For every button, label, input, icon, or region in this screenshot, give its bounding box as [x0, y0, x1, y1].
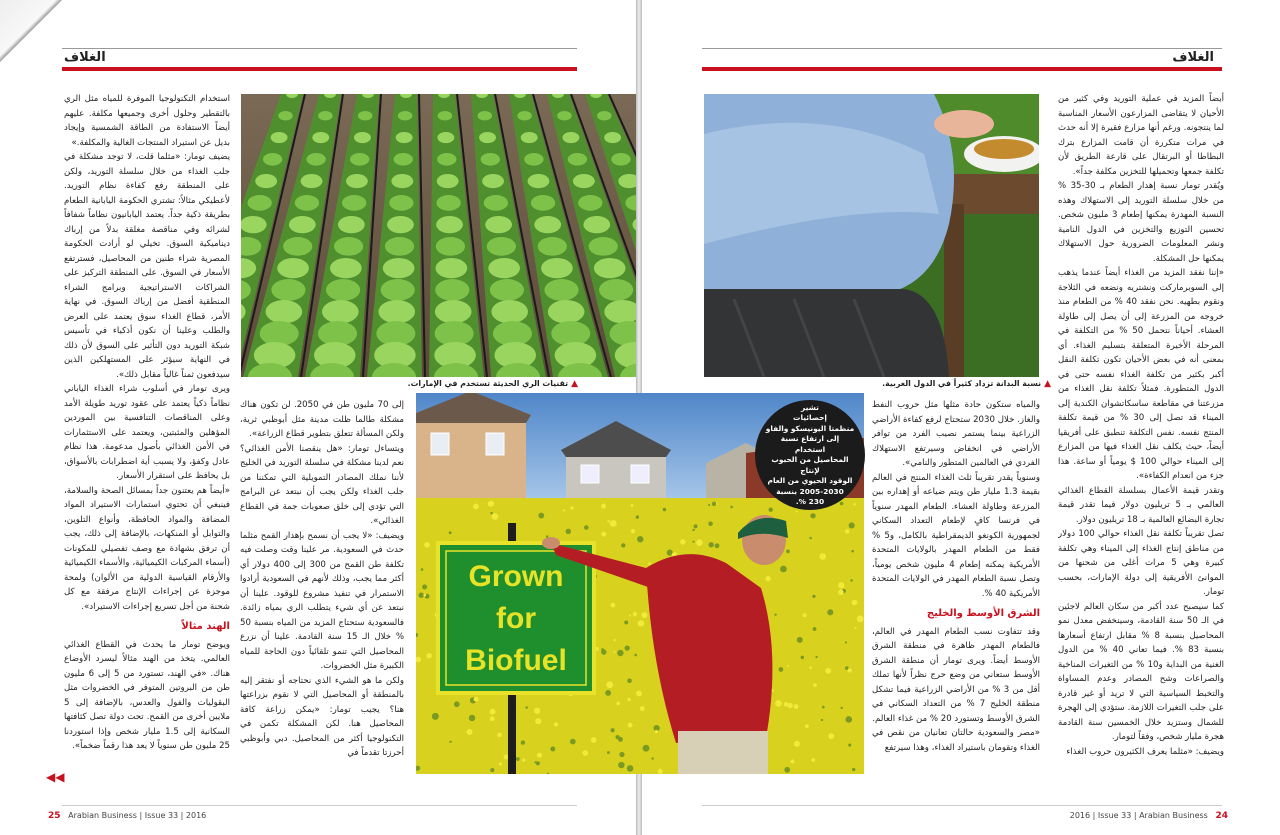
header-red-bar	[702, 67, 1222, 71]
header-rule	[62, 48, 577, 49]
paragraph: والمياه ستكون حادة مثلها مثل حروب النفط والغاز. خلال 2030 ستحتاج لرفع كفاءة الأراضي الزراعية بينما يستمر نصيب الفرد من توافر الأراضي في انخفاض وسيرتفع الاستهلاك الفردي في العالمين المتطور والنامي».	[872, 400, 1040, 468]
badge-line: 230 %.	[795, 497, 825, 506]
paragraph: وتقدر قيمة الأعمال بسلسلة القطاع الغذائي العالمي بـ 5 تريليون دولار فيما تقدر قيمة تجارة البضائع العالمية بـ 18 تريليون دولار.	[1058, 485, 1224, 525]
paragraph: إلى 70 مليون طن في 2050. لن تكون هناك مشكلة طالما ظلت مدينة مثل أبوظبي ثرية، ولكن المسألة تتعلق بتطوير قطاع الزراعة».	[240, 400, 404, 439]
badge-line: إلى ارتفاع نسبة استخدام	[780, 434, 840, 454]
page-curl[interactable]	[0, 0, 62, 62]
paragraph: ويوضح تومار ما يحدث في القطاع الغذائي العالمي. يتخذ من الهند مثالاً ليسرد الأوضاع هناك. «في الهند، تستورد من 5 إلى 6 مليون طن من البروتين المتوفر في الخضروات مثل البقوليات والفول والعدس، بالإضافة إلى 5 ملايين أخرى من القمح. تحت دولة تصل كثافتها السكانية إلى 1.5 مليار شخص وإذا استوردنا 25 مليون طن سنوياً لا يعد هذا رقماً ضخماً».	[64, 639, 230, 751]
caption-irrigation	[408, 379, 578, 389]
publication-info: Arabian Business | Issue 33 | 2016	[68, 811, 207, 820]
article-column-right-1	[1058, 92, 1224, 792]
paragraph: «مصر والسعودية حالتان تعانيان من نقص في الغذاء وتقومان باستيراد الغذاء، وهذا سيرتفع	[872, 728, 1040, 753]
paragraph: كما سيصبح عدد أكبر من سكان العالم لاجئين في الـ 50 سنة القادمة، وسينخفض معدل نمو المحاصيل بنسبة 8 % مقابل ارتفاع أسعارها بنسبة 83 %. فيما تعاني 40 % من الدول الغنية من البداية و10 % من التغيرات المناخية والصراعات وشح المصادر وعدم المساواة والتخبط السياسية التي لا تريد أو غير قادرة على جلب التغيرات اللازمة. ستؤدي إلى الهجرة للشمال وستزيد خلال الخمسين سنة القادمة هجرة مليار شخص، وفقاً لتومار.	[1058, 601, 1224, 742]
header-red-bar	[62, 67, 577, 71]
page-number: 24	[1215, 811, 1228, 821]
paragraph: «أيضاً هم يعتنون جداً بمسائل الصحة والسلامة، فينبغي أن تحتوي استمارات الاستيراد المواد المضافة والمواد الحافظة، وأنواع التلوين، والتوابل أو المنكهات، بالإضافة إلى ذلك، يجب أن ترفق بشهادة مع وصف تفصيلي للمكونات (أسماء المركبات الكيميائية، والأسماء الكيميائية والأرقام القياسية الدولية من الألوان) ولمحة موجزة عن إجراءات الإنتاج مرفقة مع كل شحنة من أجل تسريع إجراءات الاستيراد».	[64, 485, 230, 612]
paragraph: ويُقدر تومار نسبة إهدار الطعام بـ 30-35 % من خلال سلسلة التوريد إلى الاستهلاك وهذه النسبة المهدرة يمكنها إطعام 3 مليون شخص. تحسين التوزيع والتخزين في الدول النامية ونشر المعلومات الضرورية حول الاستهلاك يمكنها حل المشكلة.	[1058, 181, 1224, 264]
badge-title: تشير	[801, 402, 819, 412]
subheading: الشرق الأوسط والخليج	[926, 608, 1040, 619]
article-column-left-2	[240, 398, 404, 798]
section-label-left: الغلاف	[64, 50, 106, 65]
caption-text: تقنيات الري الحديثة تستخدم في الإمارات.	[407, 379, 569, 388]
article-column-left-1	[64, 92, 230, 792]
paragraph: ولكن ما هو الشيء الذي نحتاجه أو نفتقر إليه بالمنطقة أو المحاصيل التي لا نقوم بزراعتها هنا؟ يجيب تومار: «يمكن زراعة كافة المحاصيل هنا. لكن المشكلة تكمن في التكنولوجيا أكثر من المحاصيل. دبي وأبوظبي أحرزتا تقدماً في	[240, 675, 404, 758]
paragraph: أيضاً المزيد في عملية التوريد وفي كثير من الأحيان لا يتقاضى المزارعون الأسعار المناسبة لما ينتجونه. ورغم أنها مزارع فقيرة إلا أنه حدث في مرات متكررة أن قامت المزارع بترك البطاطا أو البرتقال على قارعة الطريق لأن تكلفة جمعها وتحميلها للتخزين مكلفة جداً».	[1058, 94, 1224, 177]
caption-text: نسبة البدانة تزداد كثيراً في الدول الغربية.	[882, 379, 1042, 388]
paragraph: استخدام التكنولوجيا الموفرة للمياه مثل الري بالتقطير وحلول أخرى وجميعها مكلفة. عليهم أيضاً الاستفادة من الطاقة الشمسية وإيجاد بديل عن استيراد المنتجات الغالية والمكلفة.»	[64, 94, 230, 148]
header-rule	[702, 48, 1222, 49]
sign-line-1: Grown	[468, 560, 564, 593]
obesity-illustration	[704, 94, 1039, 377]
section-label-right: الغلاف	[1172, 50, 1214, 65]
paragraph: ويتساءل تومار: «هل ينقصنا الأمن الغذائي؟ نعم لدينا مشكلة في سلسلة التوريد في الخليج لأننا نملك المصادر التمويلية التي تمكننا من جلب الغذاء ولكن يجب أن نبتعد عن البرامج التي تؤدي إلى خلق صعوبات جمة في القطاع الغذائي».	[240, 443, 404, 526]
badge-line: منظمتا اليونيسكو والفاو	[765, 423, 855, 433]
subheading: الهند مثالاً	[181, 621, 230, 632]
paragraph: وقد تتفاوت نسب الطعام المهدر في العالم، فالطعام المهدر ظاهرة في منطقة الشرق الأوسط أيضاً. ويرى تومار أن منطقة الشرق الأوسط ستعاني من وضع حرج نظراً لأنها تملك أقل من 3 % من الأراضي الزراعية فيما تشكل منطقة الخليج 7 % من التعداد السكاني في الشرق الأوسط وتستورد 20 % من غذاء العالم.	[872, 626, 1040, 724]
paragraph: ويضيف: «لا يجب أن نسمح بإهدار القمح مثلما حدث في السعودية. مر علينا وقت وصلت فيه تكلفة طن القمح من 300 إلى 400 دولار أي أكثر مما يجب، وذلك لأنهم في السعودية أرادوا الاستمرار في تنفيذ مشروع للوقود. علينا أن نبتعد عن أي شيء يتطلب الري بمياه زائدة. فالسعودية ستحتاج المزيد من المياه بنسبة 50 % خلال الـ 15 سنة القادمة. علينا أن نزرع المحاصيل التي تنمو تلقائياً دون الحاجة للمياه الكبيرة مثل الخضروات.	[240, 530, 404, 671]
previous-page-arrow-icon[interactable]: ◀◀	[46, 770, 65, 784]
paragraph: ويرى تومار في أسلوب شراء الغذاء الياباني نظاماً ذكياً يعتمد على عقود توريد طويلة الأمد وعلى المناقصات التنافسية بين الموردين المؤهلين والمثبتين، ويعتمد على الاستثمارات في الأمن الغذائي بأصول مدعومة. هذا نظام عادل وكفؤ، ولا يسبب أية اضطرابات بالأسواق، بل يحافظ على استقرار الأسعار.	[64, 384, 230, 481]
footer-rule	[62, 805, 577, 806]
publication-info: 2016 | Issue 33 | Arabian Business	[1069, 811, 1208, 820]
paragraph: ويضيف: «مثلما يعرف الكثيرون حروب الغذاء	[1066, 746, 1224, 757]
page-number: 25	[48, 811, 61, 821]
footer-left	[48, 811, 206, 821]
badge-line: إحصائيات	[793, 413, 827, 422]
sign-line-2: for	[496, 602, 536, 635]
caption-marker-icon: ▲	[571, 379, 578, 389]
badge-line: 2005-2030 بنسبة	[776, 486, 844, 496]
article-column-right-2	[872, 398, 1040, 798]
caption-obesity	[882, 379, 1051, 389]
footer-right	[1070, 811, 1228, 821]
footer-rule	[702, 805, 1222, 806]
irrigation-illustration	[241, 94, 636, 377]
paragraph: «إننا نفقد المزيد من الغذاء أيضاً عندما يذهب إلى السوبرماركت ونشتريه ونضعه في الثلاجة ونقوم بطهيه. نحن نفقد 40 % من الطعام منذ خروجه من المزرعة إلى أن يصل إلى طاولة العشاء. أحياناً نتحمل 50 % من التكلفة في المرحلة الأخيرة المتعلقة بتسليم الغذاء. أي بمعنى أنه في بعض الأحيان تكون تكلفة النقل أكبر بكثير من تكلفة الغذاء نفسه حتى في الدول المتطورة. فمثلاً تكلفة نقل الغذاء من مزرعتنا في مقاطعة ساسكاتشوان الكندية إلى الميناء قد تصل إلى 30 % من قيمة تكلفة المنتج نفسه. نفس التكلفة تنطبق على أفريقيا أيضاً، حيث يكلف نقل الغذاء فيها من المزارع إلى الميناء حوالي 100 $ يومياً أو ساعة. هذا جزء من انعدام الكفاءة».	[1058, 268, 1224, 481]
statistics-badge	[755, 400, 865, 510]
badge-line: المحاصيل من الحبوب لإنتاج	[771, 455, 849, 475]
caption-marker-icon: ▲	[1044, 379, 1051, 389]
irrigation-photo	[241, 94, 636, 377]
obesity-photo	[704, 94, 1039, 377]
paragraph: يضيف تومار: «مثلما قلت، لا توجد مشكلة في جلب الغذاء من خلال سلسلة التوريد، ولكن على المنطقة رفع كفاءة نظام التوريد. لأعطيكي مثالاً: تشتري الحكومة اليابانية الطعام بطريقة ذكية جداً. يعتمد اليابانيون نظاماً شفافاً لشرائه وفي مناقصة مغلقة بدلاً من إرباك ديناميكية السوق. تخيلي لو أرادت الحكومة المصرية شراء طنين من المحاصيل، فسترتفع الأسعار في السوق. على المنطقة التركيز على الشراكات الاستراتيجية وبرامج الشراء المنطقية أفضل من إرباك السوق. في نهاية الأمر، قطاع الغذاء سوق يعتمد على العرض والطلب وعلينا أن نكون أذكياء في تأسيس شبكة التوريد دون التأثير على السوق لأن ذلك في النهاية سيؤثر على المستهلكين الذين سيدفعون ثمناً غالياً مقابل ذلك».	[64, 152, 230, 380]
sign-line-3: Biofuel	[465, 644, 567, 677]
badge-line: الوقود الحيوي من العام	[767, 476, 853, 485]
paragraph: وسنوياً يقدر تقريباً ثلث الغذاء المنتج في العالم بقيمة 1.3 مليار طن ويتم ضياعه أو إهداره بين المزرعة وطاولة العشاء. الطعام المهدر سنوياً في فرنسا كافٍ لإطعام التعداد السكاني لجمهورية الكونغو الديمقراطية بالكامل، و5 % فقط من الطعام المهدر بالولايات المتحدة الأمريكية يمكنه إطعام 4 مليون شخص يومياً، وتصل نسبة الطعام المهدر في الولايات المتحدة الأمريكية 40 %.	[872, 472, 1040, 599]
paragraph: تصل تقريباً تكلفة نقل الغذاء حوالي 100 دولار من مناطق إنتاج الغذاء إلى الميناء وهي تكلفة كبيرة وهي 5 مرات أغلى من شحنها من الموانئ الأفريقية إلى دولة الإمارات، بحسب تومار.	[1058, 529, 1224, 597]
